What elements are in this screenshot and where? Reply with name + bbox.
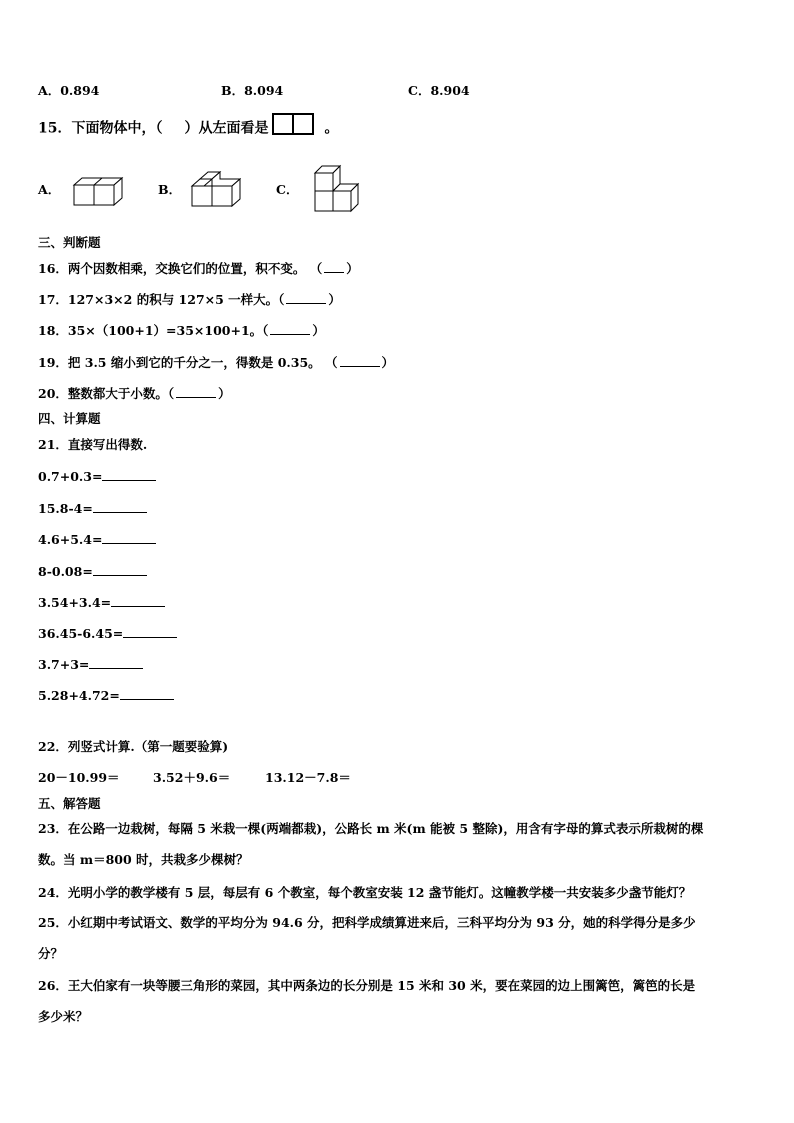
answer-blank[interactable]	[102, 531, 156, 544]
answer-blank[interactable]	[93, 500, 147, 513]
option-b: B．8.094	[221, 83, 284, 98]
figure-c-cubes	[312, 164, 362, 214]
answer-blank[interactable]	[270, 322, 310, 335]
calc-item: 3.54+3.4=	[38, 594, 165, 611]
answer-blank[interactable]	[324, 260, 344, 273]
calc-item: 5.28+4.72=	[38, 687, 174, 704]
question-23-line1: 23．在公路一边栽树，每隔 5 米栽一棵(两端都栽)，公路长 m 米(m 能被 5 整除)，用含有字母的算式表示所栽树的棵	[38, 821, 704, 836]
option-b-label: B．	[158, 182, 182, 197]
answer-blank[interactable]	[176, 385, 216, 398]
question-22-title: 22．列竖式计算.（第一题要验算)	[38, 739, 229, 754]
answer-blank[interactable]	[123, 625, 177, 638]
answer-blank[interactable]	[111, 594, 165, 607]
calc-item: 8-0.08=	[38, 563, 147, 580]
calc-item: 4.6+5.4=	[38, 531, 156, 548]
question-21-title: 21．直接写出得数.	[38, 437, 148, 452]
answer-blank[interactable]	[89, 656, 143, 669]
calc-item: 15.8-4=	[38, 500, 147, 517]
vertical-calc-item: 3.52＋9.6＝	[153, 770, 231, 785]
section-title-word-problems: 五、解答题	[38, 796, 101, 811]
question-26-line1: 26．王大伯家有一块等腰三角形的菜园，其中两条边的长分别是 15 米和 30 米，要在菜园的边上围篱笆，篱笆的长是	[38, 978, 696, 993]
question-17: 17．127×3×2 的积与 127×5 一样大。（ ）	[38, 292, 341, 307]
option-a: A．0.894	[38, 83, 100, 98]
question-20: 20．整数都大于小数。（ ）	[38, 386, 231, 401]
question-18: 18．35×（100+1）=35×100+1。（ ）	[38, 323, 325, 338]
answer-blank[interactable]	[340, 354, 380, 367]
calc-item: 3.7+3=	[38, 656, 143, 673]
option-c-label: C．	[276, 182, 299, 197]
section-title-judgment: 三、判断题	[38, 235, 101, 250]
calc-item: 0.7+0.3=	[38, 468, 156, 485]
question-15: 15．下面物体中，（ ）从左面看是 。	[38, 113, 338, 144]
question-26-line2: 多少米？	[38, 1009, 89, 1024]
question-25-line2: 分？	[38, 946, 64, 961]
section-title-calculation: 四、计算题	[38, 411, 101, 426]
option-a-label: A．	[38, 182, 61, 197]
answer-blank[interactable]	[93, 563, 147, 576]
left-view-figure	[272, 113, 314, 144]
option-c: C．8.904	[408, 83, 470, 98]
figure-a-cubes	[72, 176, 124, 208]
calc-item: 36.45-6.45=	[38, 625, 177, 642]
answer-blank[interactable]	[102, 468, 156, 481]
question-16: 16．两个因数相乘，交换它们的位置，积不变。 （ ）	[38, 261, 359, 276]
vertical-calc-item: 20－10.99＝	[38, 770, 120, 785]
vertical-calc-item: 13.12－7.8＝	[265, 770, 351, 785]
answer-blank[interactable]	[286, 291, 326, 304]
figure-b-cubes	[189, 171, 241, 209]
answer-blank[interactable]	[120, 687, 174, 700]
question-23-line2: 数。当 m＝800 时，共栽多少棵树？	[38, 852, 249, 867]
question-19: 19．把 3.5 缩小到它的千分之一，得数是 0.35。 （ ）	[38, 355, 395, 370]
question-25-line1: 25．小红期中考试语文、数学的平均分为 94.6 分，把科学成绩算进来后，三科平均分为 93 分，她的科学得分是多少	[38, 915, 696, 930]
question-24: 24．光明小学的教学楼有 5 层，每层有 6 个教室，每个教室安装 12 盏节能灯。这幢教学楼一共安装多少盏节能灯？	[38, 885, 692, 900]
